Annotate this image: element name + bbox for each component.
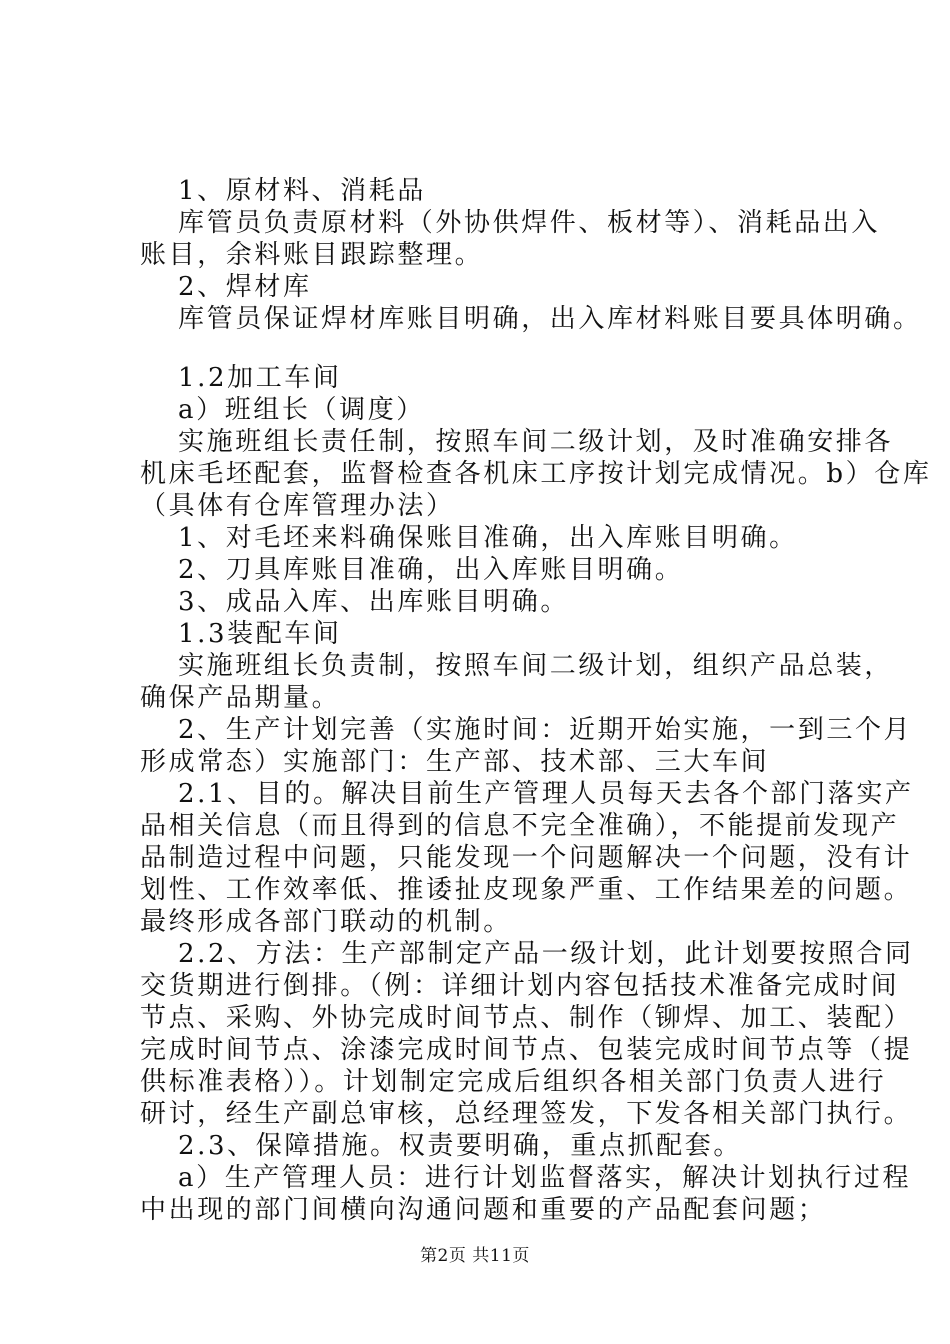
text-line: 实施班组长责任制，按照车间二级计划，及时准确安排各 (178, 427, 894, 457)
text-line: 中出现的部门间横向沟通问题和重要的产品配套问题； (140, 1195, 827, 1225)
text-line: 交货期进行倒排。（例：详细计划内容包括技术准备完成时间 (140, 971, 900, 1001)
text-line: 2、刀具库账目准确，出入库账目明确。 (178, 555, 684, 585)
text-line: a）班组长（调度） (178, 395, 425, 425)
text-line: 2.1、目的。解决目前生产管理人员每天去各个部门落实产 (178, 779, 914, 809)
text-line: 供标准表格））。计划制定完成后组织各相关部门负责人进行 (140, 1067, 887, 1097)
text-line: 2、焊材库 (178, 272, 312, 302)
text-line: 1、对毛坯来料确保账目准确，出入库账目明确。 (178, 523, 798, 553)
text-line: （具体有仓库管理办法） (140, 491, 455, 521)
text-line: 库管员保证焊材库账目明确，出入库材料账目要具体明确。 (178, 304, 922, 334)
text-line: 研讨，经生产副总审核，总经理签发，下发各相关部门执行。 (140, 1099, 913, 1129)
text-line: 机床毛坯配套，监督检查各机床工序按计划完成情况。b）仓库 (140, 459, 932, 489)
text-line: 1、原材料、消耗品 (178, 176, 426, 206)
text-line: 库管员负责原材料（外协供焊件、板材等）、消耗品出入 (178, 208, 881, 238)
text-line: 2.2、方法：生产部制定产品一级计划，此计划要按照合同 (178, 939, 914, 969)
text-line: 品制造过程中问题，只能发现一个问题解决一个问题，没有计 (140, 843, 913, 873)
text-line: a）生产管理人员：进行计划监督落实，解决计划执行过程 (178, 1163, 912, 1193)
text-line: 2、生产计划完善（实施时间：近期开始实施，一到三个月 (178, 715, 913, 745)
text-line: 实施班组长负责制，按照车间二级计划，组织产品总装， (178, 651, 894, 681)
text-line: 3、成品入库、出库账目明确。 (178, 587, 569, 617)
text-line: 确保产品期量。 (140, 683, 341, 713)
section-heading: 1.3装配车间 (178, 619, 342, 649)
text-line: 品相关信息（而且得到的信息不完全准确），不能提前发现产 (140, 811, 900, 841)
text-line: 2.3、保障措施。权责要明确，重点抓配套。 (178, 1131, 742, 1161)
text-line: 完成时间节点、涂漆完成时间节点、包装完成时间节点等（提 (140, 1035, 913, 1065)
text-line: 账目，余料账目跟踪整理。 (140, 240, 484, 270)
section-heading: 1.2加工车间 (178, 363, 342, 393)
text-line: 划性、工作效率低、推诿扯皮现象严重、工作结果差的问题。 (140, 875, 913, 905)
text-line: 节点、采购、外协完成时间节点、制作（铆焊、加工、装配） (140, 1003, 913, 1033)
text-line: 形成常态）实施部门：生产部、技术部、三大车间 (140, 747, 770, 777)
page-number: 第2页 共11页 (420, 1246, 530, 1266)
text-line: 最终形成各部门联动的机制。 (140, 907, 512, 937)
